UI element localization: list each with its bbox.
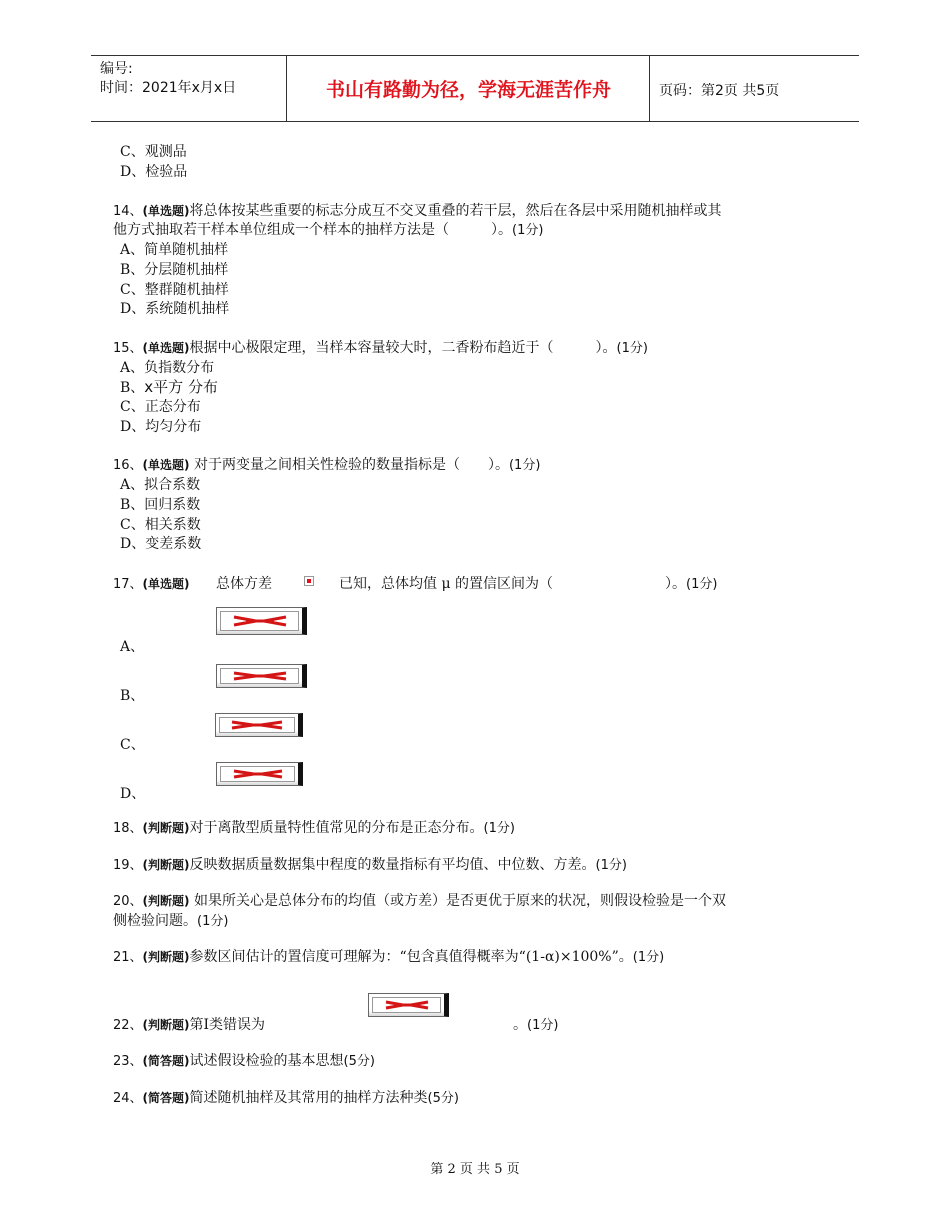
question-text: 对于离散型质量特性值常见的分布是正态分布。 xyxy=(189,820,484,836)
option-c: C、相关系数 xyxy=(120,517,201,533)
option-a: A、负指数分布 xyxy=(120,360,215,376)
question-19 xyxy=(113,856,627,875)
header-top-rule xyxy=(91,55,859,56)
question-text: 根据中心极限定理，当样本容量较大时，二香粉布趋近于（ ）。 xyxy=(189,340,617,356)
question-score: (1分) xyxy=(527,1018,559,1033)
question-20 xyxy=(113,892,726,911)
option-b: B、回归系数 xyxy=(120,497,201,513)
option-c: C、观测品 xyxy=(120,144,187,160)
question-number: 17、 xyxy=(113,577,143,592)
option-c: C、 xyxy=(120,737,145,753)
header-motto: 书山有路勤为径，学海无涯苦作舟 xyxy=(325,79,611,101)
question-21 xyxy=(113,948,664,967)
question-14 xyxy=(113,202,722,221)
question-text: 已知，总体均值 μ 的置信区间为（ ）。 xyxy=(339,576,686,592)
option-d: D、系统随机抽样 xyxy=(120,301,230,317)
option-b xyxy=(120,378,218,398)
question-score: (5分) xyxy=(427,1091,459,1106)
formula-image-d xyxy=(216,762,303,786)
question-type-tag: (单选题) xyxy=(142,458,190,472)
formula-placeholder-icon xyxy=(384,1000,430,1010)
question-text: 如果所关心是总体分布的均值（或方差）是否更优于原来的状况，则假设检验是一个双 xyxy=(189,893,726,909)
question-text: 对于两变量之间相关性检验的数量指标是（ ）。 xyxy=(189,457,509,473)
question-score: (5分) xyxy=(343,1054,375,1069)
question-text: 侧检验问题。 xyxy=(113,913,197,929)
question-text: 简述随机抽样及其常用的抽样方法种类 xyxy=(189,1090,428,1106)
question-text-end: 。 xyxy=(513,1017,527,1033)
question-number: 21、 xyxy=(113,950,143,965)
option-d: D、检验品 xyxy=(120,164,188,180)
question-score: (1分) xyxy=(616,341,648,356)
option-b-prefix: B、 xyxy=(120,380,145,396)
question-text: 参数区间估计的置信度可理解为：“包含真值得概率为“(1-α)×100%”。 xyxy=(189,949,633,965)
question-number: 20、 xyxy=(113,894,143,909)
question-score: (1分) xyxy=(483,821,515,836)
header-page-code: 页码：第2页 共5页 xyxy=(659,83,780,99)
question-type-tag: (判断题) xyxy=(142,821,190,835)
option-c: C、整群随机抽样 xyxy=(120,282,229,298)
option-d: D、 xyxy=(120,786,146,802)
question-score: (1分) xyxy=(508,458,541,473)
formula-placeholder-icon xyxy=(232,769,284,779)
page-footer: 第 2 页 共 5 页 xyxy=(430,1162,520,1177)
formula-placeholder-icon xyxy=(232,671,288,681)
option-b-text: x平方 分布 xyxy=(144,378,218,396)
question-type-tag: (判断题) xyxy=(142,1018,190,1032)
question-text: 反映数据质量数据集中程度的数量指标有平均值、中位数、方差。 xyxy=(189,857,596,873)
question-type-tag: (单选题) xyxy=(142,341,190,355)
question-type-tag: (判断题) xyxy=(142,858,190,872)
question-15 xyxy=(113,339,648,358)
question-type-tag: (单选题) xyxy=(142,204,190,218)
option-a: A、拟合系数 xyxy=(120,477,201,493)
question-number: 16、 xyxy=(113,458,143,473)
question-17 xyxy=(113,575,190,594)
question-16 xyxy=(113,456,540,475)
question-type-tag: (判断题) xyxy=(142,894,190,908)
header-time-label: 时间：2021年x月x日 xyxy=(100,80,237,96)
question-14-cont xyxy=(113,221,543,240)
question-23 xyxy=(113,1052,375,1071)
question-17-text-after xyxy=(339,575,717,594)
question-type-tag: (简答题) xyxy=(142,1054,190,1068)
question-type-tag: (简答题) xyxy=(142,1091,190,1105)
question-number: 22、 xyxy=(113,1018,143,1033)
question-number: 19、 xyxy=(113,858,143,873)
question-text: 他方式抽取若干样本单位组成一个样本的抽样方法是（ ）。 xyxy=(113,222,512,238)
question-number: 14、 xyxy=(113,204,143,219)
option-a: A、简单随机抽样 xyxy=(120,242,229,258)
question-number: 24、 xyxy=(113,1091,143,1106)
question-text: 试述假设检验的基本思想 xyxy=(189,1053,344,1069)
option-d: D、均匀分布 xyxy=(120,419,202,435)
question-number: 15、 xyxy=(113,341,143,356)
question-number: 18、 xyxy=(113,821,143,836)
question-24 xyxy=(113,1089,459,1108)
question-score: (1分) xyxy=(197,914,229,929)
formula-placeholder-icon xyxy=(230,720,284,730)
question-score: (1分) xyxy=(686,577,718,592)
header-bottom-rule xyxy=(91,121,859,122)
question-type-tag: (判断题) xyxy=(142,950,190,964)
option-b: B、 xyxy=(120,688,145,704)
formula-image-b xyxy=(216,664,307,688)
question-score: (1分) xyxy=(595,858,627,873)
question-22 xyxy=(113,1016,265,1035)
question-text: 第Ⅰ类错误为 xyxy=(189,1017,266,1033)
option-b: B、分层随机抽样 xyxy=(120,262,229,278)
question-20-cont xyxy=(113,912,228,931)
question-22-end xyxy=(513,1016,558,1035)
question-text: 将总体按某些重要的标志分成互不交叉重叠的若干层，然后在各层中采用随机抽样或其 xyxy=(189,203,722,219)
question-score: (1分) xyxy=(632,950,665,965)
option-c: C、正态分布 xyxy=(120,399,201,415)
header-number-label: 编号: xyxy=(100,61,133,77)
question-18 xyxy=(113,819,515,838)
question-text: 总体方差 xyxy=(216,576,272,592)
option-a: A、 xyxy=(120,639,145,655)
formula-image-q22 xyxy=(368,993,449,1017)
formula-image-a xyxy=(216,607,307,635)
formula-placeholder-icon xyxy=(232,615,288,627)
question-type-tag: (单选题) xyxy=(142,577,190,591)
option-d: D、变差系数 xyxy=(120,536,202,552)
formula-image-c xyxy=(215,713,303,737)
broken-image-icon xyxy=(304,576,314,586)
question-score: (1分) xyxy=(512,223,544,238)
question-number: 23、 xyxy=(113,1054,143,1069)
